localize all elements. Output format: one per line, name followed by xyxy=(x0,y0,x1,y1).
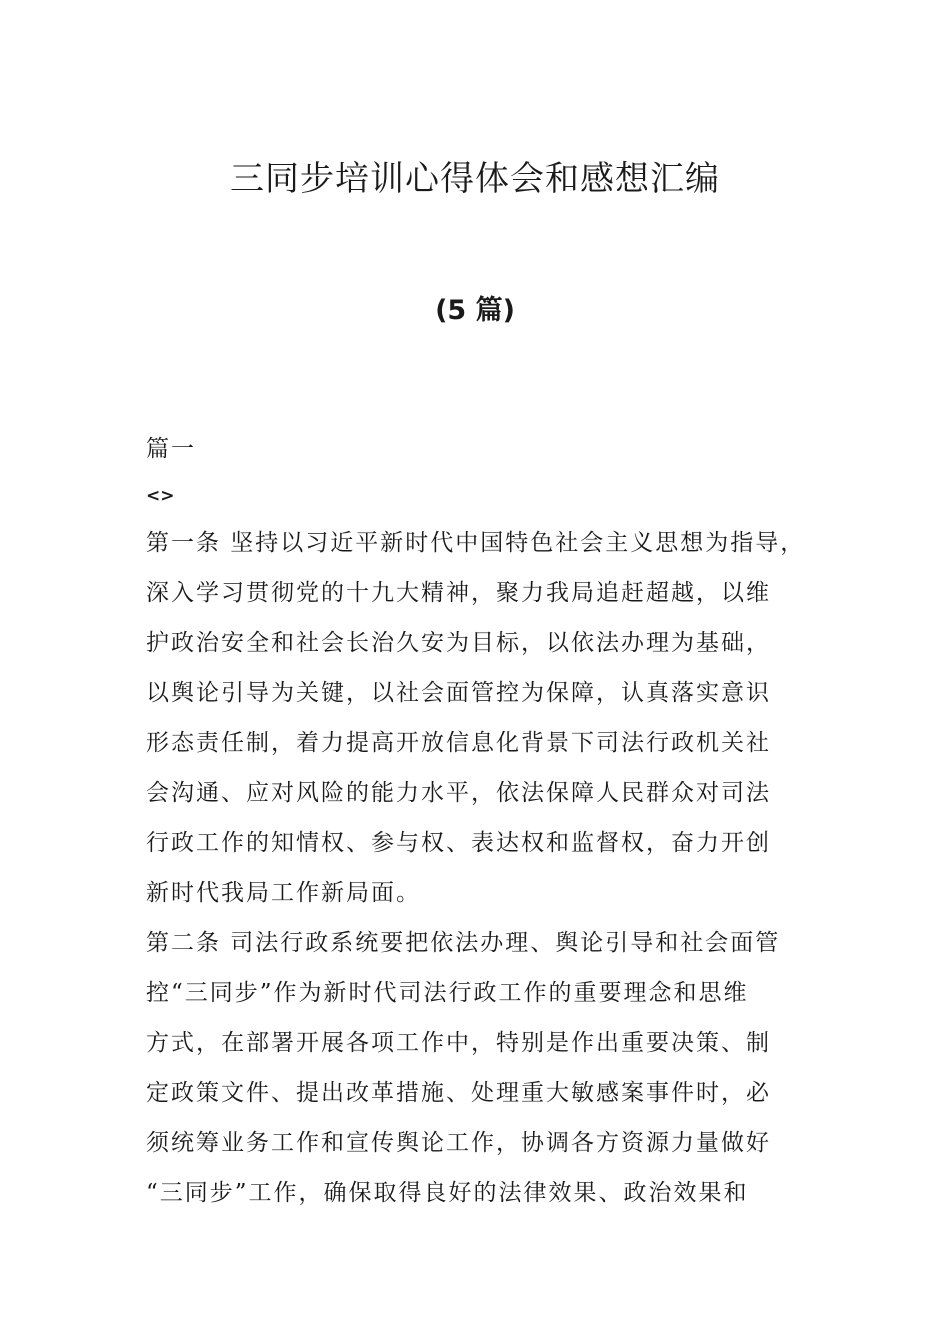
section-label: 篇一 xyxy=(146,436,196,462)
article-line: 护政治安全和社会长治久安为目标，以依法办理为基础， xyxy=(146,630,771,656)
section-marker: <> xyxy=(146,486,175,506)
article-line: 会沟通、应对风险的能力水平，依法保障人民群众对司法 xyxy=(146,780,771,806)
article-line: 行政工作的知情权、参与权、表达权和监督权，奋力开创 xyxy=(146,830,771,856)
article-2 xyxy=(146,918,836,1218)
article-line: 方式，在部署开展各项工作中，特别是作出重要决策、制 xyxy=(146,1030,771,1056)
document-subtitle: (5 篇) xyxy=(435,295,515,326)
article-1 xyxy=(146,518,836,918)
article-line: 以舆论引导为关键，以社会面管控为保障，认真落实意识 xyxy=(146,680,771,706)
article-line: “三同步”工作，确保取得良好的法律效果、政治效果和 xyxy=(146,1180,749,1206)
document-title: 三同步培训心得体会和感想汇编 xyxy=(230,159,720,199)
article-line: 须统筹业务工作和宣传舆论工作，协调各方资源力量做好 xyxy=(146,1130,771,1156)
article-line: 第一条 坚持以习近平新时代中国特色社会主义思想为指导， xyxy=(146,530,806,556)
article-line: 定政策文件、提出改革措施、处理重大敏感案事件时，必 xyxy=(146,1080,771,1106)
article-line: 控“三同步”作为新时代司法行政工作的重要理念和思维 xyxy=(146,980,749,1006)
document-body xyxy=(146,424,836,1218)
article-line: 深入学习贯彻党的十九大精神，聚力我局追赶超越，以维 xyxy=(146,580,771,606)
article-line: 第二条 司法行政系统要把依法办理、舆论引导和社会面管 xyxy=(146,930,781,956)
article-line: 新时代我局工作新局面。 xyxy=(146,880,421,906)
article-line: 形态责任制，着力提高开放信息化背景下司法行政机关社 xyxy=(146,730,771,756)
